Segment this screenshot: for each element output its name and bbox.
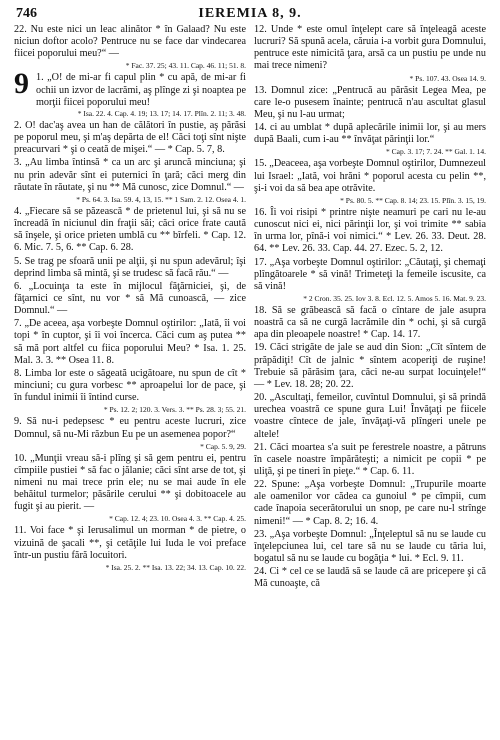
cross-reference: * Cap. 5. 9, 29. (200, 441, 246, 451)
cross-reference: * Ps. 107. 43. Osea 14. 9. (409, 73, 486, 83)
verse: 21. Căci moartea s'a suit pe ferestrele noastre, a pătruns în casele noastre împărăteşti; a nimicit pe copii * pe uliţă, şi pe tineri în pieţe.“ * Cap. 6. 11. (254, 441, 486, 477)
verse: 24. Ci * cel ce se laudă să se laude că are pricepere şi că Mă cunoaşte, că (254, 566, 486, 590)
cross-reference: * Isa. 25. 2. ** Isa. 13. 22; 34. 13. Cap. 10. 22. (105, 562, 246, 572)
verse: 22. Spune: „Aşa vorbeşte Domnul: „Trupurile moarte ale oamenilor vor cădea ca gunoiul * pe cîmpii, cum cade înapoia secerătorului un snop, pe care nu-l strînge nimeni!“ — * Cap. 8. 2; 16. 4. (254, 479, 486, 527)
verse: 10. „Munţii vreau să-i plîng şi să gem pentru ei, pentru cîmpiile pustiei * să fac o jălanie; căci sînt arse de tot, şi nimeni nu mai trece prin ele; nu se mai aude în ele behăitul turmelor; păsările cerului ** şi dobitoacele au fugit şi au pierit. — (14, 452, 246, 513)
verse: 15. „Deaceea, aşa vorbeşte Domnul oştirilor, Dumnezeul lui Israel: „Iată, voi hrăni * poporul acesta cu pelin **, şi-i voi da să bea ape otrăvite. (254, 158, 486, 194)
verse: 19. Căci strigăte de jale se aud din Sion: „Cît sîntem de prăpădiţi! Cît de jalnic * sîntem acoperiţi de ruşine! Trebuie să părăsim ţara, căci ne-au surpat locuinţele!“ — * Lev. 18. 28; 20. 22. (254, 342, 486, 390)
verse: 9. Să nu-i pedepsesc * eu pentru aceste lucruri, zice Domnul, să nu-Mi răzbun Eu pe un asemenea popor?“ (14, 416, 246, 440)
verse: 23. „Aşa vorbeşte Domnul: „Înţeleptul să nu se laude cu înţelepciunea lui, cel tare să nu se laude cu tăria lui, bogatul să nu se laude cu bogăţia * lui. * Ecl. 9. 11. (254, 528, 486, 565)
verse: 13. Domnul zice: „Pentrucă au părăsit Legea Mea, pe care le-o pusesem înainte; pentrucă n'au ascultat glasul Meu, şi nu l-au urmat; (254, 84, 486, 120)
verse: 12. Unde * este omul înţelept care să înţeleagă aceste lucruri? Să spună acela, căruia i-a vorbit gura Domnului, pentruce este nimicită ţara, arsă ca un pustiu pe unde nu mai trece nimeni? (254, 24, 486, 72)
cross-reference: * Fac. 37. 25; 43. 11. Cap. 46. 11; 51. 8. (125, 61, 246, 71)
verse: 2. O! dac'aş avea un han de călători în pustie, aş părăsi pe poporul meu, şi m'aş depărta de el! Căci toţi sînt nişte preacurvari * şi o ceată de mişei.“ — * Cap. 5. 7, 8. (14, 119, 246, 156)
chapter-start (14, 67, 246, 108)
cross-reference: * Isa. 22. 4. Cap. 4. 19; 13. 17; 14. 17. Plîn. 2. 11; 3. 48. (77, 108, 246, 118)
right-column (254, 24, 486, 592)
verse: 14. ci au umblat * după aplecările inimii lor, şi au mers după Baali, cum i-au ** învăţat părinţii lor.“ (254, 122, 486, 146)
verse: 4. „Fiecare să se păzească * de prietenul lui, şi să nu se încreadă în niciunul din fraţii săi; căci orice frate caută să înşele, şi orice prieten umblă cu ** bîrfeli. * Cap. 12. 6. Mic. 7. 5, 6. ** Cap. 6. 28. (14, 205, 246, 254)
verse: 3. „Au limba întinsă * ca un arc şi aruncă minciuna; şi nu prin adevăr sînt ei puternici în ţară; căci merg din răutate în răutate, şi nu ** Mă cunosc, zice Domnul.“ — (14, 157, 246, 193)
verse: 5. Se trag pe sfoară unii pe alţii, şi nu spun adevărul; îşi deprind limba să mintă, şi se trudesc să facă rău.“ — (14, 255, 246, 279)
cross-reference: * Ps. 80. 5. ** Cap. 8. 14; 23. 15. Plîn. 3. 15, 19. (340, 195, 486, 205)
cross-reference: * Ps. 12. 2; 120. 3. Vers. 3. ** Ps. 28. 3; 55. 21. (103, 405, 246, 415)
page-number: 746 (16, 6, 37, 21)
cross-reference: * Ps. 64. 3. Isa. 59. 4, 13, 15. ** 1 Sam. 2. 12. Osea 4. 1. (76, 194, 246, 204)
verse: 18. Să se grăbească să facă o cîntare de jale asupra noastră ca să ne curgă lacrămile din * ochi, şi să curgă apa din pleoapele noastre! * Cap. 14. 17. (254, 304, 486, 341)
verse: 20. „Ascultaţi, femeilor, cuvîntul Domnului, şi să prindă urechea voastră ce spune gura Lui! Învăţaţi pe fiicele voastre cîntece de jale, învăţaţi-vă plîngeri unele pe altele! (254, 392, 486, 440)
verse: 22. Nu este nici un leac alinător * în Galaad? Nu este niciun doftor acolo? Pentruce nu se face dar vindecarea fiicei poporului meu?“ — (14, 24, 246, 60)
verse: 16. Îi voi risipi * printre nişte neamuri pe cari nu le-au cunoscut nici ei, nici părinţii lor, şi voi trimite ** sabia în urma lor, pînă-i voi nimici.“ * Lev. 26. 33. Deut. 28. 64. ** Lev. 26. 33. Cap. 44. 27. Ezec. 5. 2, 12. (254, 206, 486, 255)
verse: 17. „Aşa vorbeşte Domnul oştirilor: „Căutaţi, şi chemaţi plîngătoarele * să vină! Trimeteţi la femeile iscusite, ca să vină! (254, 256, 486, 292)
left-column (14, 24, 246, 592)
verse: 8. Limba lor este o săgeată ucigătoare, nu spun de cît * minciuni; cu gura vorbesc ** aproapelui lor de pace, şi în fundul inimii îi întind curse. (14, 367, 246, 404)
cross-reference: * Cap. 3. 17; 7. 24. ** Gal. 1. 14. (386, 147, 486, 157)
verse: 1. „O! de mi-ar fi capul plin * cu apă, de mi-ar fi ochii un izvor de lacrămi, aş plînge zi şi noaptea pe morţii fiicei poporului meu! (36, 72, 246, 108)
chapter-number: 9 (14, 67, 29, 101)
verse: 7. „De aceea, aşa vorbeşte Domnul oştirilor: „Iată, îi voi topi * în cuptor, şi îi voi încerca. Căci cum aş putea ** să mă port altfel cu fiica poporului Meu? * Isa. 1. 25. Mal. 3. 3. ** Osea 11. 8. (14, 318, 246, 366)
verse: 11. Voi face * şi Ierusalimul un morman * de pietre, o vizuină de şacali **, şi cetăţile lui Iuda le voi preface într-un pustiu fără locuitori. (14, 525, 246, 561)
page-header (14, 6, 486, 24)
cross-reference: * Cap. 12. 4; 23. 10. Osea 4. 3. ** Cap. 4. 25. (109, 514, 246, 524)
text-columns (14, 24, 486, 592)
running-title: IEREMIA 8, 9. (198, 6, 302, 21)
cross-reference: * 2 Cron. 35. 25. Iov 3. 8. Ecl. 12. 5. Amos 5. 16. Mat. 9. 23. (303, 293, 486, 303)
verse: 6. „Locuinţa ta este în mijlocul făţărniciei, şi, de făţarnici ce sînt, nu vor * să Mă cunoască, — zice Domnul.“ — (14, 280, 246, 317)
